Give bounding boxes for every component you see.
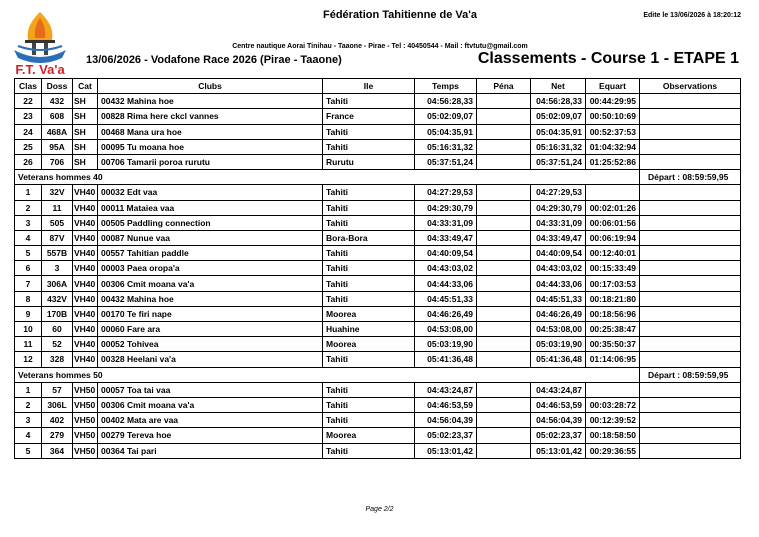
cell-doss: 3 bbox=[42, 261, 73, 276]
cell-equart: 00:15:33:49 bbox=[586, 261, 640, 276]
cell-ile: Tahiti bbox=[323, 185, 415, 200]
cell-pena bbox=[477, 382, 531, 397]
cell-clas: 3 bbox=[15, 413, 42, 428]
cell-observations bbox=[640, 337, 741, 352]
cell-observations bbox=[640, 246, 741, 261]
table-row bbox=[15, 185, 741, 200]
col-header-cat: Cat bbox=[73, 79, 98, 94]
cell-net: 04:33:31,09 bbox=[531, 215, 586, 230]
table-row bbox=[15, 200, 741, 215]
cell-pena bbox=[477, 230, 531, 245]
col-header-observations: Observations bbox=[640, 79, 741, 94]
table-row bbox=[15, 352, 741, 367]
cell-cat: VH40 bbox=[73, 337, 98, 352]
cell-pena bbox=[477, 94, 531, 109]
cell-ile: Moorea bbox=[323, 337, 415, 352]
cell-net: 04:53:08,00 bbox=[531, 322, 586, 337]
cell-observations bbox=[640, 291, 741, 306]
cell-net: 04:56:04,39 bbox=[531, 413, 586, 428]
cell-net: 04:46:26,49 bbox=[531, 306, 586, 321]
cell-ile: Tahiti bbox=[323, 276, 415, 291]
cell-doss: 32V bbox=[42, 185, 73, 200]
cell-pena bbox=[477, 352, 531, 367]
cell-temps: 04:46:53,59 bbox=[415, 397, 477, 412]
cell-pena bbox=[477, 246, 531, 261]
cell-ile: Tahiti bbox=[323, 94, 415, 109]
cell-club: 00032 Edt vaa bbox=[98, 185, 323, 200]
table-row bbox=[15, 246, 741, 261]
table-row bbox=[15, 337, 741, 352]
cell-clas: 12 bbox=[15, 352, 42, 367]
cell-clas: 5 bbox=[15, 443, 42, 458]
cell-net: 05:04:35,91 bbox=[531, 124, 586, 139]
cell-club: 00279 Tereva hoe bbox=[98, 428, 323, 443]
table-row bbox=[15, 306, 741, 321]
cell-observations bbox=[640, 154, 741, 169]
cell-net: 04:43:03,02 bbox=[531, 261, 586, 276]
cell-clas: 24 bbox=[15, 124, 42, 139]
cell-cat: VH40 bbox=[73, 352, 98, 367]
cell-observations bbox=[640, 215, 741, 230]
cell-pena bbox=[477, 154, 531, 169]
category-group-row bbox=[15, 367, 741, 382]
cell-equart: 01:25:52:86 bbox=[586, 154, 640, 169]
cell-clas: 4 bbox=[15, 428, 42, 443]
cell-observations bbox=[640, 230, 741, 245]
cell-ile: Bora-Bora bbox=[323, 230, 415, 245]
cell-clas: 1 bbox=[15, 382, 42, 397]
cell-net: 04:27:29,53 bbox=[531, 185, 586, 200]
cell-ile: Tahiti bbox=[323, 382, 415, 397]
cell-temps: 05:02:09,07 bbox=[415, 109, 477, 124]
table-row bbox=[15, 139, 741, 154]
table-row bbox=[15, 291, 741, 306]
cell-cat: SH bbox=[73, 139, 98, 154]
cell-cat: SH bbox=[73, 109, 98, 124]
cell-clas: 6 bbox=[15, 261, 42, 276]
table-row bbox=[15, 322, 741, 337]
cell-temps: 05:41:36,48 bbox=[415, 352, 477, 367]
cell-temps: 05:37:51,24 bbox=[415, 154, 477, 169]
cell-club: 00060 Fare ara bbox=[98, 322, 323, 337]
cell-pena bbox=[477, 200, 531, 215]
category-group-row bbox=[15, 170, 741, 185]
cell-clas: 10 bbox=[15, 322, 42, 337]
category-name: Veterans hommes 40 bbox=[15, 170, 640, 185]
cell-club: 00328 Heelani va'a bbox=[98, 352, 323, 367]
cell-doss: 170B bbox=[42, 306, 73, 321]
cell-clas: 2 bbox=[15, 200, 42, 215]
cell-temps: 04:53:08,00 bbox=[415, 322, 477, 337]
cell-net: 04:44:33,06 bbox=[531, 276, 586, 291]
cell-ile: Huahine bbox=[323, 322, 415, 337]
cell-equart: 00:44:29:95 bbox=[586, 94, 640, 109]
cell-ile: Tahiti bbox=[323, 397, 415, 412]
cell-observations bbox=[640, 413, 741, 428]
cell-doss: 468A bbox=[42, 124, 73, 139]
table-row bbox=[15, 382, 741, 397]
cell-temps: 04:45:51,33 bbox=[415, 291, 477, 306]
cell-clas: 8 bbox=[15, 291, 42, 306]
table-row bbox=[15, 124, 741, 139]
cell-pena bbox=[477, 443, 531, 458]
cell-club: 00505 Paddling connection bbox=[98, 215, 323, 230]
cell-equart: 00:52:37:53 bbox=[586, 124, 640, 139]
cell-ile: Rurutu bbox=[323, 154, 415, 169]
cell-doss: 557B bbox=[42, 246, 73, 261]
cell-equart: 00:12:40:01 bbox=[586, 246, 640, 261]
cell-net: 04:43:24,87 bbox=[531, 382, 586, 397]
cell-doss: 306A bbox=[42, 276, 73, 291]
cell-net: 04:56:28,33 bbox=[531, 94, 586, 109]
cell-cat: VH50 bbox=[73, 428, 98, 443]
cell-cat: VH40 bbox=[73, 306, 98, 321]
cell-cat: VH40 bbox=[73, 276, 98, 291]
cell-equart: 00:35:50:37 bbox=[586, 337, 640, 352]
cell-club: 00095 Tu moana hoe bbox=[98, 139, 323, 154]
cell-observations bbox=[640, 428, 741, 443]
cell-temps: 04:33:49,47 bbox=[415, 230, 477, 245]
col-header-temps: Temps bbox=[415, 79, 477, 94]
col-header-pena: Péna bbox=[477, 79, 531, 94]
cell-cat: SH bbox=[73, 154, 98, 169]
table-header-row bbox=[15, 79, 741, 94]
cell-equart: 00:03:28:72 bbox=[586, 397, 640, 412]
cell-doss: 364 bbox=[42, 443, 73, 458]
cell-pena bbox=[477, 291, 531, 306]
cell-clas: 7 bbox=[15, 276, 42, 291]
cell-ile: Tahiti bbox=[323, 352, 415, 367]
cell-clas: 22 bbox=[15, 94, 42, 109]
cell-pena bbox=[477, 276, 531, 291]
cell-cat: VH40 bbox=[73, 200, 98, 215]
table-row bbox=[15, 215, 741, 230]
cell-doss: 11 bbox=[42, 200, 73, 215]
cell-clas: 23 bbox=[15, 109, 42, 124]
cell-clas: 11 bbox=[15, 337, 42, 352]
cell-equart bbox=[586, 382, 640, 397]
cell-temps: 04:56:28,33 bbox=[415, 94, 477, 109]
table-row bbox=[15, 276, 741, 291]
cell-cat: VH50 bbox=[73, 397, 98, 412]
cell-temps: 04:27:29,53 bbox=[415, 185, 477, 200]
cell-temps: 04:33:31,09 bbox=[415, 215, 477, 230]
col-header-ile: Ile bbox=[323, 79, 415, 94]
cell-net: 04:40:09,54 bbox=[531, 246, 586, 261]
cell-club: 00468 Mana ura hoe bbox=[98, 124, 323, 139]
org-title: Fédération Tahitienne de Va'a bbox=[322, 9, 477, 21]
cell-ile: Tahiti bbox=[323, 139, 415, 154]
cell-equart bbox=[586, 185, 640, 200]
cell-pena bbox=[477, 139, 531, 154]
cell-club: 00828 Rima here ckcl vannes bbox=[98, 109, 323, 124]
cell-club: 00306 Cmit moana va'a bbox=[98, 397, 323, 412]
cell-temps: 04:56:04,39 bbox=[415, 413, 477, 428]
cell-equart: 00:18:56:96 bbox=[586, 306, 640, 321]
table-row bbox=[15, 261, 741, 276]
cell-pena bbox=[477, 322, 531, 337]
cell-doss: 87V bbox=[42, 230, 73, 245]
cell-cat: VH50 bbox=[73, 413, 98, 428]
cell-doss: 608 bbox=[42, 109, 73, 124]
table-row bbox=[15, 94, 741, 109]
cell-temps: 04:46:26,49 bbox=[415, 306, 477, 321]
table-row bbox=[15, 397, 741, 412]
page-number: Page 2/2 bbox=[365, 506, 394, 513]
cell-temps: 05:13:01,42 bbox=[415, 443, 477, 458]
cell-club: 00003 Paea oropa'a bbox=[98, 261, 323, 276]
cell-observations bbox=[640, 124, 741, 139]
cell-equart: 00:18:21:80 bbox=[586, 291, 640, 306]
cell-club: 00557 Tahitian paddle bbox=[98, 246, 323, 261]
cell-temps: 04:43:03,02 bbox=[415, 261, 477, 276]
cell-doss: 505 bbox=[42, 215, 73, 230]
cell-pena bbox=[477, 215, 531, 230]
cell-cat: VH40 bbox=[73, 246, 98, 261]
cell-club: 00364 Tai pari bbox=[98, 443, 323, 458]
cell-observations bbox=[640, 306, 741, 321]
cell-observations bbox=[640, 276, 741, 291]
cell-temps: 05:02:23,37 bbox=[415, 428, 477, 443]
cell-ile: Tahiti bbox=[323, 200, 415, 215]
cell-net: 05:37:51,24 bbox=[531, 154, 586, 169]
cell-net: 05:03:19,90 bbox=[531, 337, 586, 352]
cell-observations bbox=[640, 352, 741, 367]
cell-doss: 95A bbox=[42, 139, 73, 154]
cell-net: 05:02:23,37 bbox=[531, 428, 586, 443]
cell-pena bbox=[477, 397, 531, 412]
cell-doss: 52 bbox=[42, 337, 73, 352]
category-start-time: Départ : 08:59:59,95 bbox=[640, 170, 741, 185]
cell-cat: VH40 bbox=[73, 261, 98, 276]
cell-pena bbox=[477, 306, 531, 321]
cell-pena bbox=[477, 185, 531, 200]
edited-timestamp: Edite le 13/06/2026 à 18:20:12 bbox=[643, 12, 741, 19]
col-header-net: Net bbox=[531, 79, 586, 94]
category-name: Veterans hommes 50 bbox=[15, 367, 640, 382]
cell-observations bbox=[640, 109, 741, 124]
cell-club: 00011 Mataiea vaa bbox=[98, 200, 323, 215]
cell-ile: Tahiti bbox=[323, 215, 415, 230]
cell-ile: Tahiti bbox=[323, 413, 415, 428]
cell-equart: 00:25:38:47 bbox=[586, 322, 640, 337]
cell-equart: 00:06:19:94 bbox=[586, 230, 640, 245]
cell-net: 05:02:09,07 bbox=[531, 109, 586, 124]
col-header-clubs: Clubs bbox=[98, 79, 323, 94]
ranking-title: Classements - Course 1 - ETAPE 1 bbox=[477, 50, 739, 67]
cell-doss: 279 bbox=[42, 428, 73, 443]
cell-observations bbox=[640, 200, 741, 215]
cell-cat: VH40 bbox=[73, 230, 98, 245]
category-start-time: Départ : 08:59:59,95 bbox=[640, 367, 741, 382]
cell-equart: 00:06:01:56 bbox=[586, 215, 640, 230]
cell-temps: 05:04:35,91 bbox=[415, 124, 477, 139]
cell-pena bbox=[477, 413, 531, 428]
cell-equart: 00:02:01:26 bbox=[586, 200, 640, 215]
cell-net: 04:46:53,59 bbox=[531, 397, 586, 412]
col-header-doss: Doss bbox=[42, 79, 73, 94]
cell-doss: 432V bbox=[42, 291, 73, 306]
cell-equart: 00:17:03:53 bbox=[586, 276, 640, 291]
cell-pena bbox=[477, 337, 531, 352]
cell-ile: Tahiti bbox=[323, 124, 415, 139]
cell-temps: 04:29:30,79 bbox=[415, 200, 477, 215]
table-row bbox=[15, 230, 741, 245]
cell-cat: VH40 bbox=[73, 322, 98, 337]
org-address: Centre nautique Aorai Tinihau - Taaone - Pirae - Tel : 40450544 - Mail : ftvtutu@gmail.com bbox=[232, 43, 528, 50]
cell-doss: 60 bbox=[42, 322, 73, 337]
cell-doss: 306L bbox=[42, 397, 73, 412]
cell-ile: Moorea bbox=[323, 428, 415, 443]
logo-text: F.T. Va'a bbox=[15, 62, 65, 76]
cell-cat: SH bbox=[73, 94, 98, 109]
cell-cat: VH50 bbox=[73, 443, 98, 458]
cell-cat: SH bbox=[73, 124, 98, 139]
cell-net: 04:45:51,33 bbox=[531, 291, 586, 306]
cell-doss: 432 bbox=[42, 94, 73, 109]
cell-club: 00057 Toa tai vaa bbox=[98, 382, 323, 397]
cell-club: 00087 Nunue vaa bbox=[98, 230, 323, 245]
cell-net: 05:16:31,32 bbox=[531, 139, 586, 154]
cell-equart: 01:04:32:94 bbox=[586, 139, 640, 154]
cell-equart: 01:14:06:95 bbox=[586, 352, 640, 367]
cell-cat: VH50 bbox=[73, 382, 98, 397]
cell-cat: VH40 bbox=[73, 215, 98, 230]
cell-ile: Tahiti bbox=[323, 291, 415, 306]
cell-clas: 2 bbox=[15, 397, 42, 412]
cell-doss: 57 bbox=[42, 382, 73, 397]
cell-observations bbox=[640, 322, 741, 337]
cell-observations bbox=[640, 139, 741, 154]
cell-club: 00432 Mahina hoe bbox=[98, 291, 323, 306]
cell-clas: 9 bbox=[15, 306, 42, 321]
cell-temps: 04:43:24,87 bbox=[415, 382, 477, 397]
cell-observations bbox=[640, 261, 741, 276]
cell-pena bbox=[477, 124, 531, 139]
col-header-clas: Clas bbox=[15, 79, 42, 94]
cell-net: 05:41:36,48 bbox=[531, 352, 586, 367]
cell-net: 04:33:49,47 bbox=[531, 230, 586, 245]
cell-observations bbox=[640, 185, 741, 200]
cell-observations bbox=[640, 443, 741, 458]
cell-club: 00306 Cmit moana va'a bbox=[98, 276, 323, 291]
results-table bbox=[14, 78, 741, 459]
cell-clas: 26 bbox=[15, 154, 42, 169]
table-row bbox=[15, 154, 741, 169]
cell-doss: 402 bbox=[42, 413, 73, 428]
cell-ile: Moorea bbox=[323, 306, 415, 321]
cell-observations bbox=[640, 397, 741, 412]
col-header-equart: Equart bbox=[586, 79, 640, 94]
cell-clas: 3 bbox=[15, 215, 42, 230]
cell-net: 05:13:01,42 bbox=[531, 443, 586, 458]
cell-equart: 00:12:39:52 bbox=[586, 413, 640, 428]
cell-club: 00402 Mata are vaa bbox=[98, 413, 323, 428]
race-title: 13/06/2026 - Vodafone Race 2026 (Pirae - Taaone) bbox=[86, 54, 342, 66]
cell-clas: 4 bbox=[15, 230, 42, 245]
cell-cat: VH40 bbox=[73, 185, 98, 200]
table-row bbox=[15, 428, 741, 443]
ftv-logo bbox=[10, 10, 70, 76]
cell-club: 00432 Mahina hoe bbox=[98, 94, 323, 109]
cell-ile: Tahiti bbox=[323, 261, 415, 276]
cell-doss: 328 bbox=[42, 352, 73, 367]
cell-pena bbox=[477, 261, 531, 276]
table-row bbox=[15, 109, 741, 124]
cell-temps: 05:03:19,90 bbox=[415, 337, 477, 352]
cell-observations bbox=[640, 94, 741, 109]
cell-ile: France bbox=[323, 109, 415, 124]
cell-club: 00706 Tamarii poroa rurutu bbox=[98, 154, 323, 169]
table-row bbox=[15, 413, 741, 428]
cell-equart: 00:18:58:50 bbox=[586, 428, 640, 443]
cell-pena bbox=[477, 109, 531, 124]
cell-temps: 05:16:31,32 bbox=[415, 139, 477, 154]
cell-temps: 04:40:09,54 bbox=[415, 246, 477, 261]
cell-clas: 5 bbox=[15, 246, 42, 261]
cell-observations bbox=[640, 382, 741, 397]
cell-clas: 1 bbox=[15, 185, 42, 200]
cell-cat: VH40 bbox=[73, 291, 98, 306]
cell-temps: 04:44:33,06 bbox=[415, 276, 477, 291]
cell-pena bbox=[477, 428, 531, 443]
table-row bbox=[15, 443, 741, 458]
cell-club: 00052 Tohivea bbox=[98, 337, 323, 352]
cell-doss: 706 bbox=[42, 154, 73, 169]
cell-ile: Tahiti bbox=[323, 443, 415, 458]
cell-club: 00170 Te firi nape bbox=[98, 306, 323, 321]
cell-net: 04:29:30,79 bbox=[531, 200, 586, 215]
cell-equart: 00:50:10:69 bbox=[586, 109, 640, 124]
cell-equart: 00:29:36:55 bbox=[586, 443, 640, 458]
cell-clas: 25 bbox=[15, 139, 42, 154]
cell-ile: Tahiti bbox=[323, 246, 415, 261]
